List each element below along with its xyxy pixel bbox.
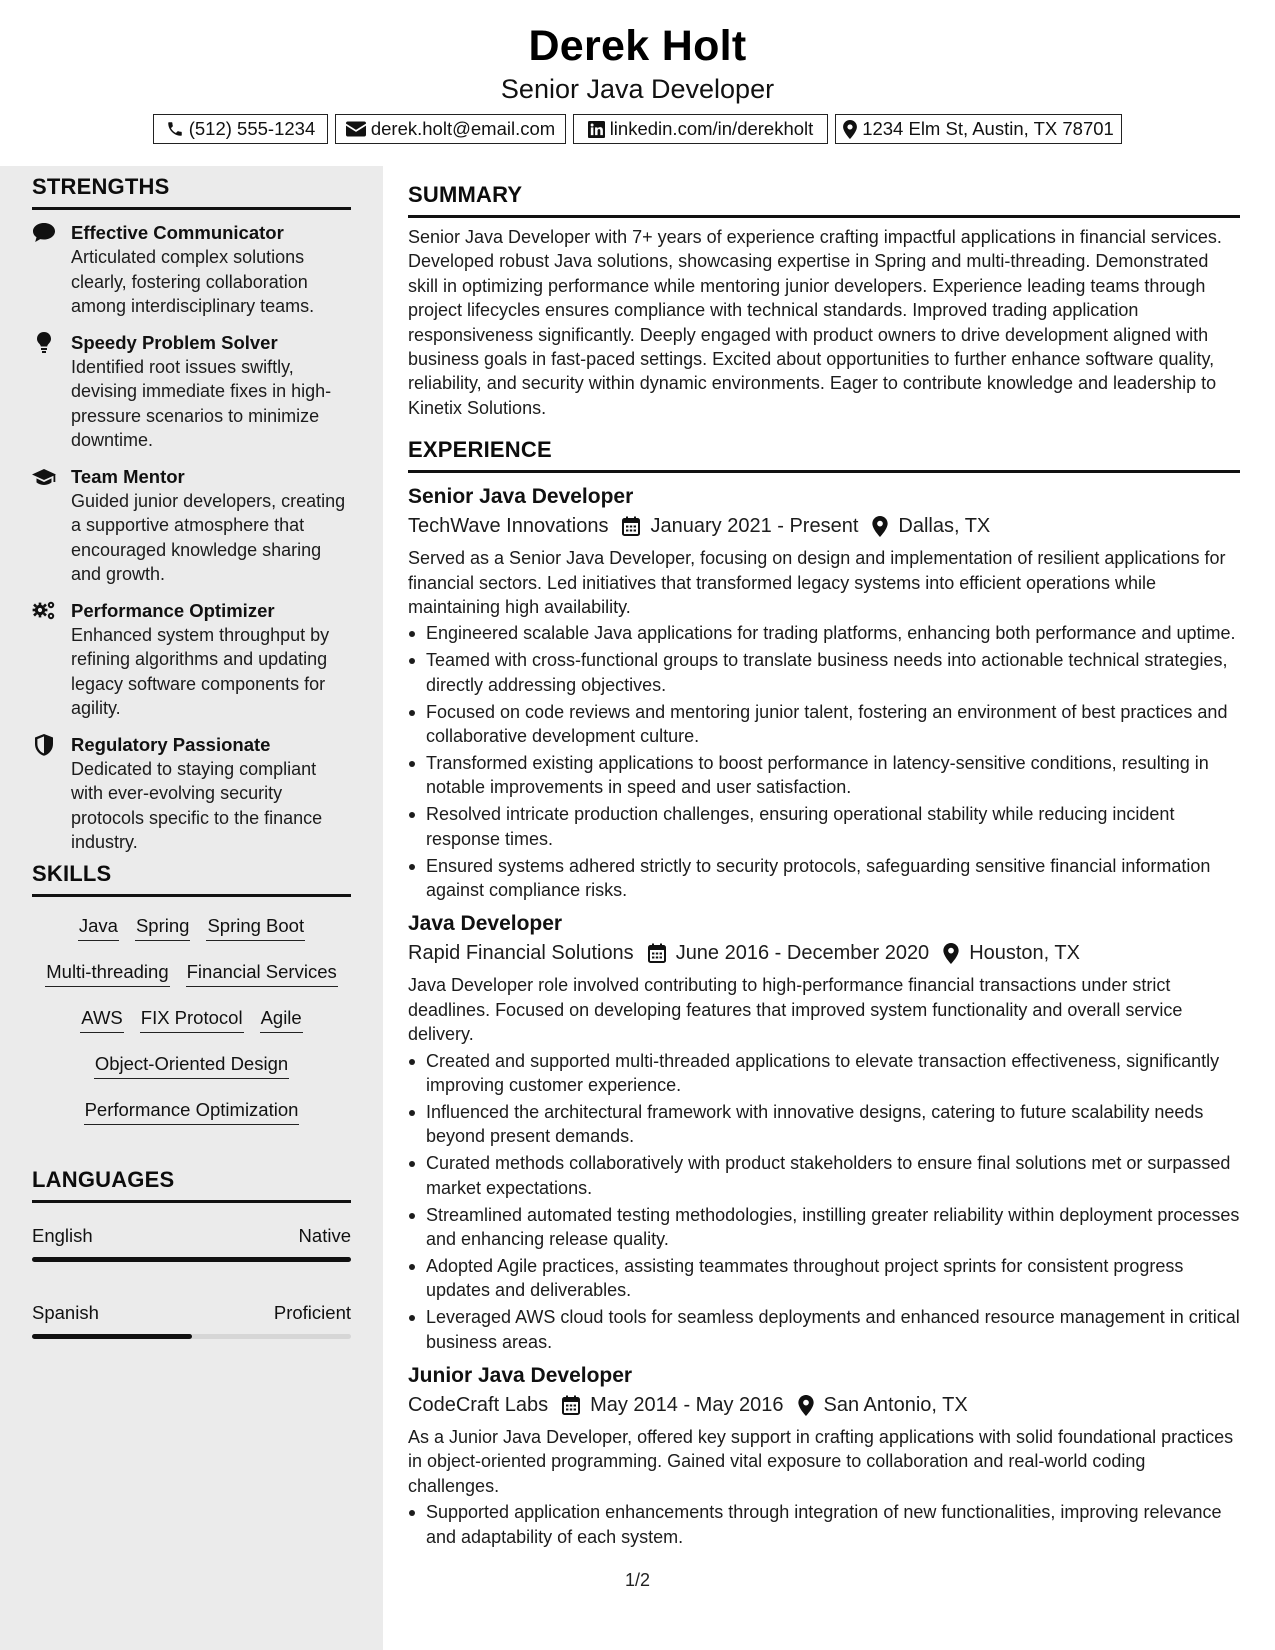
job-description: Java Developer role involved contributing to high-performance financial transactions under strict deadlines. Focused on developing features that improved system functionality and overall service delivery.: [408, 975, 1183, 1045]
language-name: English: [32, 1225, 93, 1246]
skill-tag: Multi-threading: [45, 961, 169, 987]
linkedin-icon: [588, 121, 605, 138]
company-name: Rapid Financial Solutions: [408, 942, 634, 965]
page-number: 1/2: [624, 1570, 651, 1590]
proficiency-bar: [32, 1334, 351, 1339]
contact-address[interactable]: [835, 114, 1122, 144]
strengths-section: [32, 174, 351, 855]
contact-phone[interactable]: [153, 114, 328, 144]
job-location: Dallas, TX: [898, 515, 991, 538]
map-pin-icon: [943, 943, 959, 964]
summary-heading: SUMMARY: [408, 182, 1240, 218]
candidate-title: Senior Java Developer: [500, 74, 775, 104]
job-description: As a Junior Java Developer, offered key support in crafting applications with solid foundational practices in object-oriented programming. Gained vital exposure to collaboration and real-world coding challenges.: [408, 1427, 1234, 1496]
bullet-item: Resolved intricate production challenges, ensuring operational stability while reducing incident response times.: [408, 802, 1240, 851]
contact-phone-text: (512) 555-1234: [188, 118, 316, 139]
map-pin-icon: [872, 516, 888, 537]
strength-item: [32, 221, 351, 319]
job-location: San Antonio, TX: [823, 1394, 968, 1417]
strength-title: Team Mentor: [71, 465, 185, 487]
strength-description: Articulated complex solutions clearly, fostering collaboration among interdisciplinary teams.: [71, 247, 315, 316]
job-bullets: [408, 1500, 1240, 1549]
bullet-item: Leveraged AWS cloud tools for seamless deployments and enhanced resource management in critical business areas.: [408, 1305, 1240, 1354]
proficiency-fill: [32, 1257, 351, 1262]
job-location: Houston, TX: [969, 942, 1080, 965]
phone-icon: [166, 120, 184, 138]
skills-list: [32, 915, 351, 1125]
contact-bar: [0, 114, 1275, 144]
job-bullets: [408, 1049, 1240, 1354]
bullet-item: Supported application enhancements through integration of new functionalities, improving relevance and adaptability of each system.: [408, 1500, 1240, 1549]
skills-heading: SKILLS: [32, 861, 351, 897]
job-entry: [408, 910, 1240, 1354]
job-entry: [408, 1362, 1240, 1549]
calendar-icon: [562, 1395, 580, 1415]
bullet-item: Adopted Agile practices, assisting teammates throughout project sprints for consistent progress updates and deliverables.: [408, 1254, 1240, 1303]
language-item: [32, 1225, 351, 1262]
bullet-item: Ensured systems adhered strictly to security protocols, safeguarding sensitive financial information against compliance risks.: [408, 854, 1240, 903]
skills-section: [32, 861, 351, 1125]
bullet-item: Focused on code reviews and mentoring junior talent, fostering an environment of best practices and collaborative development culture.: [408, 700, 1240, 749]
languages-section: [32, 1167, 351, 1339]
bullet-item: Transformed existing applications to boost performance in latency-sensitive conditions, resulting in notable improvements in speed and user satisfaction.: [408, 751, 1240, 800]
map-pin-icon: [843, 120, 857, 139]
strengths-heading: STRENGTHS: [32, 174, 351, 210]
skill-tag: FIX Protocol: [140, 1007, 244, 1033]
bullet-item: Influenced the architectural framework with innovative designs, catering to future scalability needs beyond present demands.: [408, 1100, 1240, 1149]
job-dates: May 2014 - May 2016: [590, 1394, 784, 1417]
experience-heading: EXPERIENCE: [408, 437, 1240, 473]
strength-title: Regulatory Passionate: [71, 733, 271, 755]
bullet-item: Teamed with cross-functional groups to translate business needs into actionable technical strategies, directly addressing objectives.: [408, 648, 1240, 697]
skill-tag: Java: [78, 915, 119, 941]
job-title: Java Developer: [408, 912, 563, 936]
job-dates: January 2021 - Present: [650, 515, 859, 538]
skill-tag: Performance Optimization: [84, 1099, 300, 1125]
speech-bubble-icon: [32, 222, 56, 244]
language-level: Native: [298, 1225, 351, 1246]
calendar-icon: [622, 516, 640, 536]
languages-heading: LANGUAGES: [32, 1167, 351, 1203]
skill-tag: Financial Services: [186, 961, 338, 987]
gears-icon: [32, 600, 56, 622]
strength-description: Dedicated to staying compliant with ever-evolving security protocols specific to the finance industry.: [71, 758, 323, 852]
company-name: TechWave Innovations: [408, 515, 609, 538]
contact-email-text: derek.holt@email.com: [370, 118, 556, 139]
strength-item: [32, 465, 351, 587]
resume-header: [0, 0, 1275, 166]
language-item: [32, 1302, 351, 1339]
skill-tag: Spring Boot: [206, 915, 305, 941]
contact-email[interactable]: [335, 114, 566, 144]
main-content: [408, 182, 1240, 1552]
proficiency-bar: [32, 1257, 351, 1262]
skill-tag: Agile: [260, 1007, 303, 1033]
strength-item: [32, 331, 351, 453]
bullet-item: Created and supported multi-threaded applications to elevate transaction effectiveness, significantly improving customer experience.: [408, 1049, 1240, 1098]
contact-linkedin[interactable]: [573, 114, 828, 144]
graduation-cap-icon: [32, 466, 56, 488]
job-meta: [408, 939, 1240, 967]
job-title: Junior Java Developer: [408, 1364, 633, 1388]
shield-icon: [32, 734, 56, 756]
bullet-item: Streamlined automated testing methodologies, instilling greater reliability within deployment processes and enhancing release quality.: [408, 1203, 1240, 1252]
candidate-name: Derek Holt: [528, 22, 747, 70]
language-level: Proficient: [273, 1302, 351, 1323]
contact-address-text: 1234 Elm St, Austin, TX 78701: [862, 118, 1114, 139]
summary-text: Senior Java Developer with 7+ years of experience crafting impactful applications in financial services. Developed robust Java solutions, showcasing expertise in Spring and multi-threading. Demonstrated skill in optimizing performance while mentoring junior developers. Experience leading teams through project lifecycles ensures compliance with technical standards. Improved trading application responsiveness significantly. Deeply engaged with product owners to drive development aligned with business goals in fast-paced settings. Excited about opportunities to further enhance software quality, reliability, and security within dynamic environments. Eager to contribute knowledge and leadership to Kinetix Solutions.: [408, 227, 1222, 418]
skill-tag: AWS: [80, 1007, 123, 1033]
envelope-icon: [346, 121, 366, 137]
skill-tag: Object-Oriented Design: [94, 1053, 289, 1079]
job-meta: [408, 512, 1240, 540]
job-bullets: [408, 621, 1240, 902]
job-title: Senior Java Developer: [408, 485, 634, 509]
job-meta: [408, 1391, 1240, 1419]
strength-description: Guided junior developers, creating a supportive atmosphere that encouraged knowledge sharing and growth.: [71, 490, 346, 584]
calendar-icon: [648, 943, 666, 963]
strength-title: Performance Optimizer: [71, 599, 275, 621]
bullet-item: Curated methods collaboratively with product stakeholders to ensure final solutions met or surpassed market expectations.: [408, 1151, 1240, 1200]
strength-item: [32, 733, 351, 855]
strength-item: [32, 599, 351, 721]
strength-title: Speedy Problem Solver: [71, 331, 278, 353]
job-entry: [408, 483, 1240, 902]
proficiency-fill: [32, 1334, 192, 1339]
strength-description: Identified root issues swiftly, devising immediate fixes in high-pressure scenarios to minimize downtime.: [71, 356, 332, 450]
job-description: Served as a Senior Java Developer, focusing on design and implementation of resilient applications for financial sectors. Led initiatives that transformed legacy systems into efficient operations while maintaining high availability.: [408, 548, 1226, 618]
sidebar: [0, 166, 383, 1650]
contact-linkedin-text: linkedin.com/in/derekholt: [609, 118, 814, 139]
strength-description: Enhanced system throughput by refining algorithms and updating legacy software components for agility.: [71, 624, 330, 718]
skill-tag: Spring: [135, 915, 190, 941]
map-pin-icon: [798, 1395, 814, 1416]
company-name: CodeCraft Labs: [408, 1394, 549, 1417]
job-dates: June 2016 - December 2020: [675, 942, 930, 965]
bullet-item: Engineered scalable Java applications for trading platforms, enhancing both performance and uptime.: [408, 621, 1240, 645]
language-name: Spanish: [32, 1302, 99, 1323]
strength-title: Effective Communicator: [71, 222, 284, 243]
lightbulb-icon: [32, 332, 56, 354]
